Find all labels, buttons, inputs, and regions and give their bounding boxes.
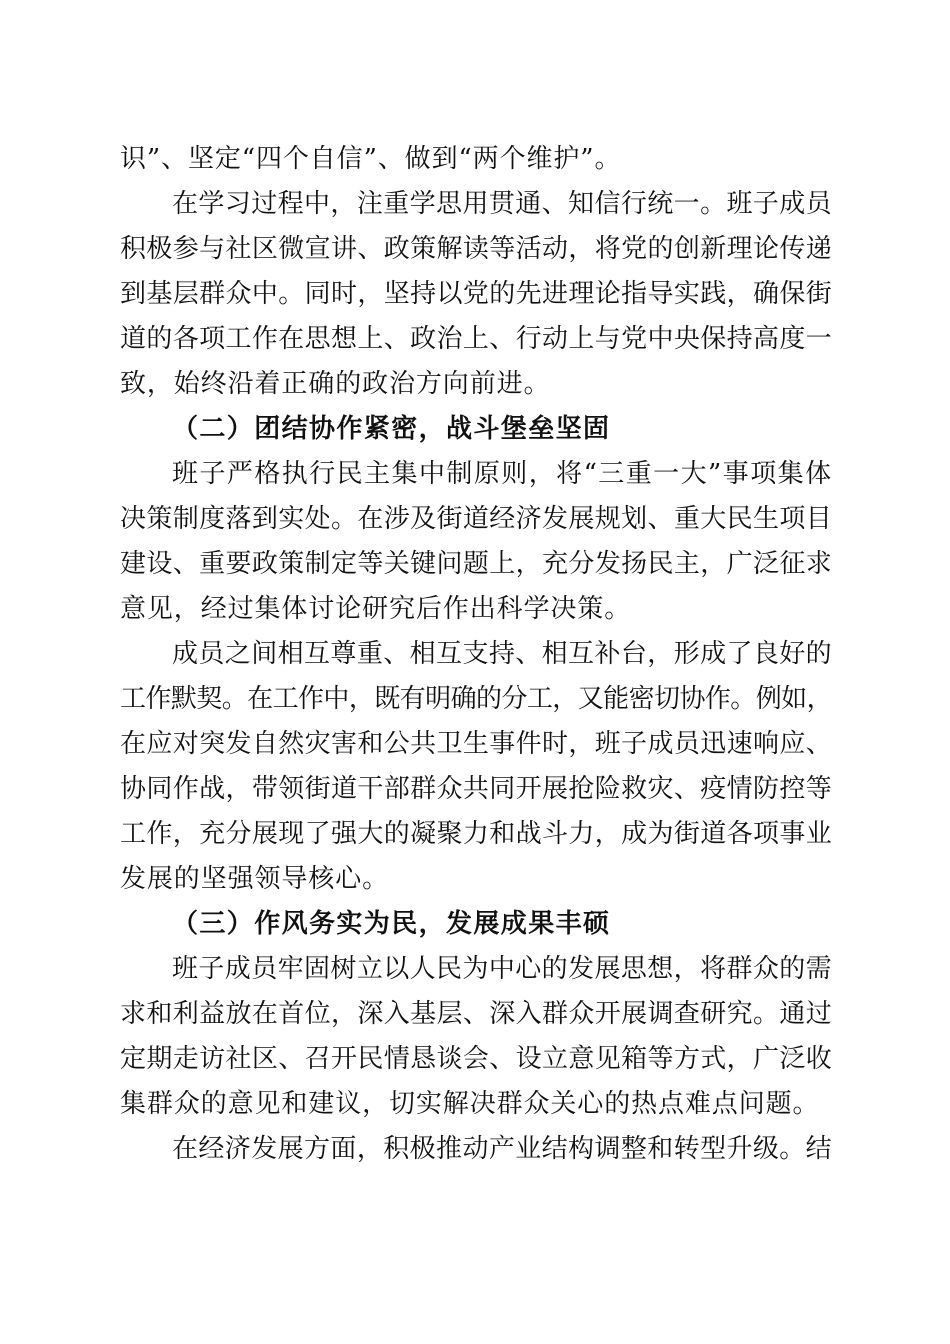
text-line: 求和利益放在首位，深入基层、深入群众开展调查研究。通过 — [120, 999, 832, 1029]
text-line: 决策制度落到实处。在涉及街道经济发展规划、重大民生项目 — [120, 504, 832, 534]
text-line: 道的各项工作在思想上、政治上、行动上与党中央保持高度一 — [120, 324, 832, 354]
section-heading: （二）团结协作紧密，战斗堡垒坚固 — [172, 414, 611, 444]
text-line: 识”、坚定“四个自信”、做到“两个维护”。 — [120, 144, 622, 174]
paragraph-first-line: 班子成员牢固树立以人民为中心的发展思想，将群众的需 — [172, 954, 832, 984]
section-heading: （三）作风务实为民，发展成果丰硕 — [172, 909, 611, 939]
text-line: 发展的坚强领导核心。 — [120, 864, 390, 894]
text-line: 到基层群众中。同时，坚持以党的先进理论指导实践，确保街 — [120, 279, 832, 309]
paragraph-first-line: 在学习过程中，注重学思用贯通、知信行统一。班子成员 — [172, 189, 832, 219]
text-line: 集群众的意见和建议，切实解决群众关心的热点难点问题。 — [120, 1089, 820, 1119]
text-line: 在应对突发自然灾害和公共卫生事件时，班子成员迅速响应、 — [120, 729, 832, 759]
text-line: 致，始终沿着正确的政治方向前进。 — [120, 369, 551, 399]
paragraph-first-line: 在经济发展方面，积极推动产业结构调整和转型升级。结 — [172, 1134, 832, 1164]
text-line: 工作默契。在工作中，既有明确的分工，又能密切协作。例如， — [120, 684, 832, 714]
text-line: 定期走访社区、召开民情恳谈会、设立意见箱等方式，广泛收 — [120, 1044, 832, 1074]
text-line: 协同作战，带领街道干部群众共同开展抢险救灾、疫情防控等 — [120, 774, 832, 804]
text-line: 积极参与社区微宣讲、政策解读等活动，将党的创新理论传递 — [120, 234, 832, 264]
text-line: 工作，充分展现了强大的凝聚力和战斗力，成为街道各项事业 — [120, 819, 832, 849]
paragraph-first-line: 班子严格执行民主集中制原则，将“三重一大”事项集体 — [172, 459, 832, 489]
paragraph-first-line: 成员之间相互尊重、相互支持、相互补台，形成了良好的 — [172, 639, 832, 669]
text-line: 建设、重要政策制定等关键问题上，充分发扬民主，广泛征求 — [120, 549, 832, 579]
text-line: 意见，经过集体讨论研究后作出科学决策。 — [120, 594, 632, 624]
